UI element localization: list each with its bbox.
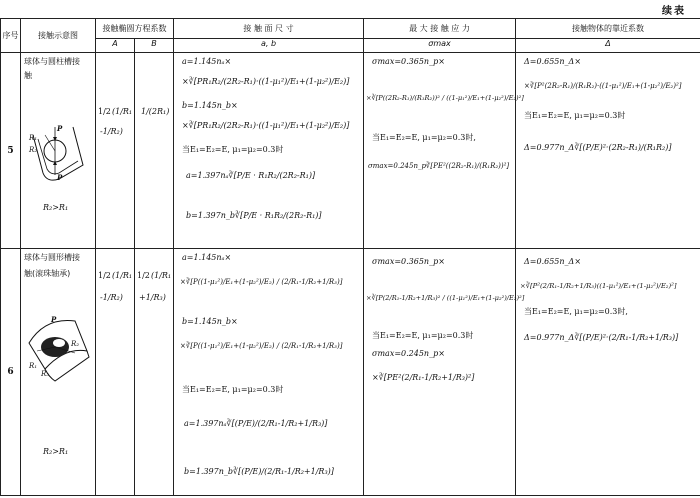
formula-line: b=1.145n_b× [182,317,238,327]
formula-line: ×∛[P²(2/R₁-1/R₂+1/R₃)((1-μ₁²)/E₁+(1-μ₂²)/E₂)²] [520,282,677,291]
radius-label: R₂ [29,146,38,155]
coeff-a-part: -1/R₂) [100,293,123,303]
header-coeff-a: A [96,39,135,53]
coeff-a-part: 1/2 [98,107,111,117]
formula-line: σmax=0.365n_p× [372,257,445,267]
condition-line: 当E₁=E₂=E, μ₁=μ₂=0.3时 [182,145,284,155]
diagram-cell [21,53,96,249]
header-approach-sub: Δ [516,39,700,53]
row-number: 6 [1,249,21,496]
row-number: 5 [1,53,21,249]
coeff-b-part: +1/R₃) [139,293,166,303]
radius-label: R₂ [71,340,80,349]
contact-formula-table [0,18,700,496]
force-label: P [57,173,63,183]
formula-line: ×∛[P((2R₂-R₁)/(R₁R₂))² / ((1-μ₁²)/E₁+(1-μ₂²)/E₂)²] [366,94,524,103]
radius-relation: R₂>R₁ [43,447,69,457]
condition-line: 当E₁=E₂=E, μ₁=μ₂=0.3时, [372,133,476,143]
table-row [1,53,700,249]
formula-line: a=1.145nₐ× [182,253,232,263]
condition-line: 当E₁=E₂=E, μ₁=μ₂=0.3时 [524,111,626,121]
formula-line: a=1.397nₐ∛[P/E · R₁R₂/(2R₂-R₁)] [186,171,316,181]
coeff-a-part: (1/R₁ [112,271,133,281]
row-title: 球体与圆柱槽接 [24,57,80,67]
header-stress-sub: σmax [364,39,516,53]
approach-cell [516,249,700,496]
formula-line: b=1.145n_b× [182,101,238,111]
formula-line: b=1.397n_b∛[(P/E)/(2/R₁-1/R₂+1/R₃)] [184,467,334,477]
coeff-a-part: 1/2 [98,271,111,281]
header-coeff: 接触椭圆方程系数 [96,19,174,39]
size-cell [174,53,364,249]
radius-label: R₁ [29,134,38,143]
diagram-cell [21,249,96,496]
header-no: 序号 [1,19,21,53]
coeff-b-part: 1/2 [137,271,150,281]
radius-label: R₃ [41,370,50,379]
coeff-b-cell [135,53,174,249]
coeff-b-cell [135,249,174,496]
size-cell [174,249,364,496]
force-label: P [57,124,63,134]
formula-line: ×∛[P(2/R₁-1/R₂+1/R₃)² / ((1-μ₁²)/E₁+(1-μ₂²)/E₂)²] [366,294,525,303]
coeff-a-part: (1/R₁ [112,107,133,117]
radius-label: R₁ [29,362,38,371]
formula-line: σmax=0.365n_p× [372,57,445,67]
formula-line: b=1.397n_b∛[P/E · R₁R₂/(2R₂-R₁)] [186,211,322,221]
formula-line: Δ=0.655n_Δ× [524,57,582,67]
formula-line: ×∛[P((1-μ₁²)/E₁+(1-μ₂²)/E₂) / (2/R₁-1/R₂+1/R₃)] [180,278,343,287]
condition-line: 当E₁=E₂=E, μ₁=μ₂=0.3时, [524,307,628,317]
coeff-b-part: (1/R₁ [151,271,172,281]
coeff-a-cell [96,249,135,496]
radius-relation: R₂>R₁ [43,203,69,213]
header-size-sub: a, b [174,39,364,53]
formula-line: Δ=0.655n_Δ× [524,257,582,267]
formula-line: a=1.397nₐ∛[(P/E)/(2/R₁-1/R₂+1/R₃)] [184,419,328,429]
formula-line: ×∛[PR₁R₂/(2R₂-R₁)·((1-μ₁²)/E₁+(1-μ₂²)/E₂)] [182,121,350,131]
row-title-2: 触(滚珠轴承) [24,269,71,279]
row-title-2: 触 [24,71,32,81]
formula-line: ×∛[P²(2R₂-R₁)/(R₁R₂)·((1-μ₁²)/E₁+(1-μ₂²)/E₂)²] [524,82,682,91]
header-approach: 接触物体的靠近系数 [516,19,700,39]
header-diagram: 接触示意图 [21,19,96,53]
formula-line: a=1.145nₐ× [182,57,232,67]
header-stress: 最 大 接 触 应 力 [364,19,516,39]
formula-line: ×∛[P((1-μ₁²)/E₁+(1-μ₂²)/E₂) / (2/R₁-1/R₂+1/R₃)] [180,342,343,351]
ball-bearing-groove-diagram [25,307,91,385]
formula-line: Δ=0.977n_Δ∛[(P/E)²·(2R₂-R₁)/(R₁R₂)] [524,143,672,153]
row-title: 球体与圆形槽接 [24,253,80,263]
header-size: 接 触 面 尺 寸 [174,19,364,39]
approach-cell [516,53,700,249]
force-label: P [51,315,57,325]
stress-cell [364,249,525,496]
condition-line: 当E₁=E₂=E, μ₁=μ₂=0.3时 [372,331,474,341]
formula-line: Δ=0.977n_Δ∛[(P/E)²·(2/R₁-1/R₂+1/R₃)] [524,333,679,343]
formula-line: σmax=0.245n_p∛[PE²((2R₂-R₁)/(R₁R₂))²] [368,162,510,171]
coeff-b-value: 1/(2R₁) [141,107,170,117]
coeff-a-cell [96,53,135,249]
coeff-a-part: -1/R₂) [100,127,123,137]
formula-line: ×∛[PR₁R₂/(2R₂-R₁)·((1-μ₁²)/E₁+(1-μ₂²)/E₂)] [182,77,350,87]
condition-line: 当E₁=E₂=E, μ₁=μ₂=0.3时 [182,385,284,395]
formula-line: σmax=0.245n_p× [372,349,445,359]
formula-line: ×∛[PE²(2/R₁-1/R₂+1/R₃)²] [372,373,475,383]
table-row [1,249,700,496]
continued-label: 续表 [662,6,686,17]
header-coeff-b: B [135,39,174,53]
stress-cell [364,53,524,249]
